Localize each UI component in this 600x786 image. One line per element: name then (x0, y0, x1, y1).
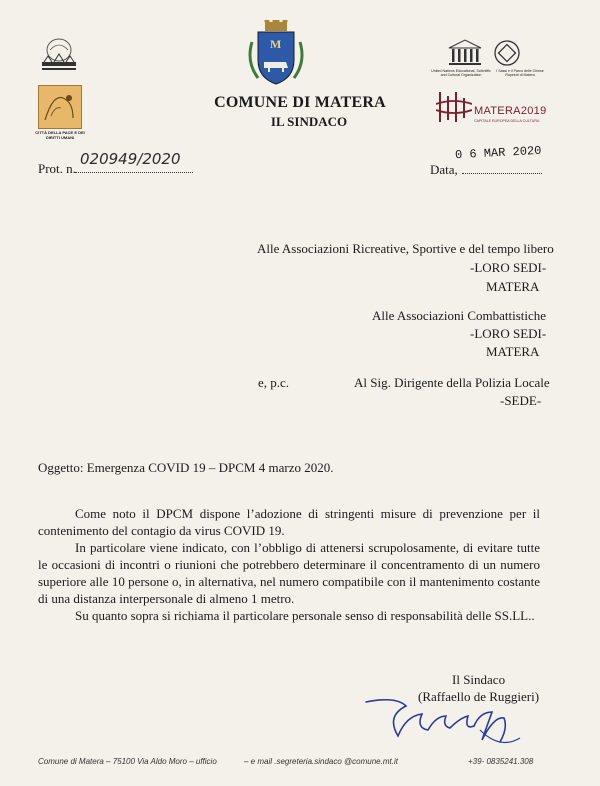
signatory-name: (Raffaello de Ruggieri) (418, 689, 540, 704)
body-paragraph-2: In particolare viene indicato, con l’obbligo di attenersi scrupolosamente, di evitare tutte le occasioni di incontri o riunioni che potrebbero determinare il concentramento di un numero superiore alle 10 persone o, in alternativa, nel numero compatibile con il mantenimento costante di una distanza interpersonale di almeno 1 metro. (38, 540, 540, 606)
city-of-peace-top-icon (38, 36, 80, 76)
protocol-number: 020949/2020 (80, 150, 181, 168)
matera2019-wordmark: MATERA2019 (474, 105, 547, 117)
date-stamp: 0 6 MAR 2020 (454, 143, 542, 163)
cc-line1: Al Sig. Dirigente della Polizia Locale (354, 375, 550, 390)
footer-email: – e mail .segreteria.sindaco @comune.mt.it (244, 757, 398, 766)
body-paragraph-3: Su quanto sopra si richiama il particolare personale senso di responsabilità delle SS.LL.. (75, 608, 535, 623)
recipient-1-line1: Alle Associazioni Ricreative, Sportive e del tempo libero (257, 241, 554, 256)
matera2019-subtitle: CAPITALE EUROPEA DELLA CULTURA (474, 119, 540, 123)
svg-text:M: M (270, 37, 282, 51)
protocol-label: Prot. n. (38, 161, 76, 176)
handwritten-signature-icon (360, 690, 580, 760)
page-subtitle: IL SINDACO (270, 114, 348, 129)
signatory-role: Il Sindaco (452, 672, 506, 687)
recipient-2-line1: Alle Associazioni Combattistiche (372, 308, 547, 323)
letter-body (38, 505, 540, 624)
footer-phone: +39- 0835241.308 (468, 757, 534, 766)
subject-line: Oggetto: Emergenza COVID 19 – DPCM 4 marzo 2020. (38, 460, 334, 475)
page-title: COMUNE DI MATERA (214, 94, 386, 111)
recipient-1-line2: -LORO SEDI- (470, 260, 547, 275)
date-label: Data, (430, 162, 458, 177)
heritage-caption: I Sassi e il Parco delle Chiese Rupestri di Matera (496, 69, 544, 78)
footer-address: Comune di Matera – 75100 Via Aldo Moro – ufficio (38, 757, 217, 766)
cc-label: e, p.c. (258, 375, 290, 390)
left-logo-caption: CITTÀ DELLA PACE E DEI DIRITTI UMANI (35, 130, 85, 140)
unesco-caption: United Nations Educational, Scientific and Cultural Organization (431, 69, 491, 78)
cc-line2: -SEDE- (500, 393, 542, 408)
matera-coat-of-arms-icon (248, 20, 304, 90)
body-paragraph-1: Come noto il DPCM dispone l’adozione di stringenti misure di prevenzione per il contenimento del contagio da virus COVID 19. (38, 506, 540, 538)
recipient-2-line2: -LORO SEDI- (470, 326, 547, 341)
protocol-dotted-line (75, 172, 193, 173)
recipient-2-line3: MATERA (486, 344, 540, 359)
world-heritage-icon (492, 38, 522, 68)
date-dotted-line (462, 173, 542, 174)
recipient-1-line3: MATERA (486, 279, 540, 294)
unesco-temple-icon (445, 38, 485, 68)
